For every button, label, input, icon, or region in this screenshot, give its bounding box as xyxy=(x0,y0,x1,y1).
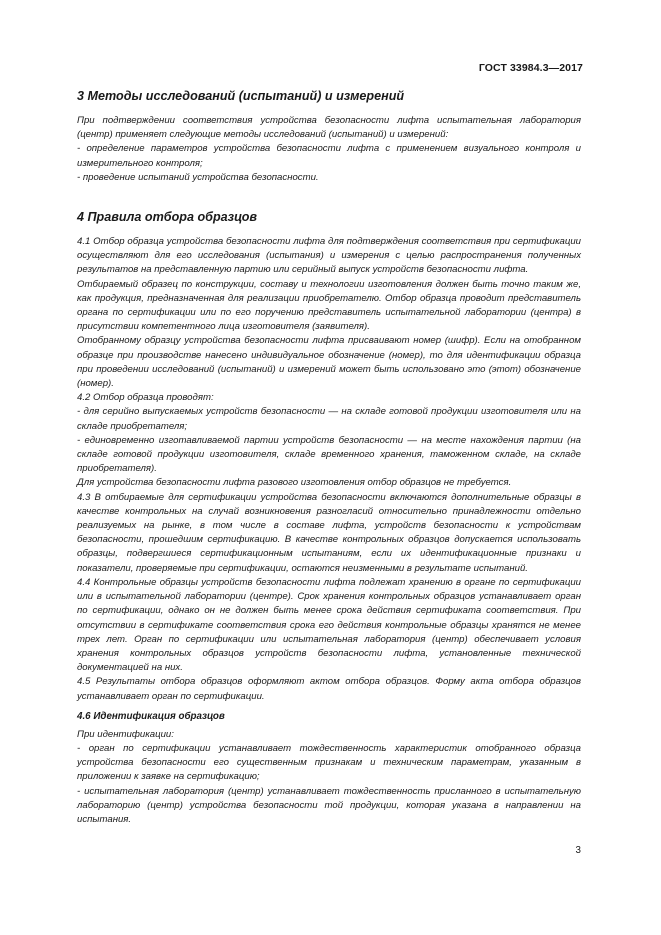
list-item: - орган по сертификации устанавливает тождественность характеристик отобранного образца устройства безопасности его существенным признакам и техническим параметрам, указанным в приложении к заявке на сертификацию; xyxy=(77,742,581,783)
paragraph: 4.2 Отбор образца проводят: xyxy=(77,392,214,404)
list-item: - для серийно выпускаемых устройств безопасности — на складе готовой продукции изготовителя или на складе приобретателя; xyxy=(77,406,581,432)
section-3-title: 3 Методы исследований (испытаний) и измерений xyxy=(77,89,405,103)
list-item: - единовременно изготавливаемой партии устройств безопасности — на месте нахождения партии (на складе готовой продукции изготовителя, складе временного хранения, таможенном складе, на складе приобретателя). xyxy=(77,434,581,475)
list-item: - проведение испытаний устройства безопасности. xyxy=(77,171,319,183)
paragraph: 4.3 В отбираемые для сертификации устройства безопасности включаются дополнительные образцы в качестве контрольных на случай возникновения разногласий относительно принадлежности отдельно реализуемых на рынке, в том числе в составе лифта, устройств безопасности к устройствам безопасности, прошедшим сертификацию. В качестве контрольных образцов допускается использовать образцы, подвергшиеся сертификационным испытаниям, если их идентификационные признаки и показатели, проверяемые при сертификации, остаются неизменными в результате испытаний. xyxy=(77,491,581,574)
list-item: - испытательная лаборатория (центр) устанавливает тождественность присланного в испытательную лабораторию (центр) устройства безопасности той продукции, которая указана в направлении на испытания. xyxy=(77,785,581,825)
paragraph: 4.1 Отбор образца устройства безопасности лифта для подтверждения соответствия при сертификации осуществляют для его исследования (испытания) и измерения с целью распространения полученных результатов на представленную партию или серийный выпуск устройств безопасности лифта. xyxy=(77,236,581,276)
paragraph: Отобранному образцу устройства безопасности лифта присваивают номер (шифр). Если на отобранном образце при производстве нанесено индивидуальное обозначение (номер), то для идентификации образца при проведении исследований (испытаний) и измерений может быть использовано это (этот) обозначение (номер). xyxy=(77,335,581,390)
paragraph: 4.4 Контрольные образцы устройств безопасности лифта подлежат хранению в органе по сертификации или в испытательной лаборатории (центре). Срок хранения контрольных образцов устанавливает орган по сертификации, однако он не должен быть менее срока действия сертификата соответствия. При отсутствии в сертификате соответствия срока его действия контрольные образцы хранятся не менее трех лет. Орган по сертификации или испытательная лаборатория (центр) обеспечивает условия хранения контрольных образцов устройств безопасности лифта, установленные технической документацией на них. xyxy=(77,576,581,674)
paragraph: Отбираемый образец по конструкции, составу и технологии изготовления должен быть точно таким же, как продукция, предназначенная для реализации приобретателю. Отбор образца проводит представитель органа по сертификации или по его поручению представитель испытательной лаборатории (центра) в присутствии компетентного лица изготовителя (заявителя). xyxy=(77,278,581,333)
paragraph: Для устройства безопасности лифта разового изготовления отбор образцов не требуется. xyxy=(77,477,512,489)
subsection-4-6-title: 4.6 Идентификация образцов xyxy=(77,710,225,722)
document-code: ГОСТ 33984.3—2017 xyxy=(478,62,583,74)
page-number: 3 xyxy=(575,845,581,856)
section-4-title: 4 Правила отбора образцов xyxy=(77,210,258,225)
page-content xyxy=(77,88,581,827)
paragraph: При идентификации: xyxy=(77,728,174,740)
list-item: - определение параметров устройства безопасности лифта с применением визуального контроля и измерительного контроля; xyxy=(77,143,581,169)
paragraph: При подтверждении соответствия устройства безопасности лифта испытательная лаборатория (центр) применяет следующие методы исследований (испытаний) и измерений: xyxy=(77,115,581,141)
paragraph: 4.5 Результаты отбора образцов оформляют актом отбора образцов. Форму акта отбора образцов устанавливает орган по сертификации. xyxy=(77,676,581,702)
